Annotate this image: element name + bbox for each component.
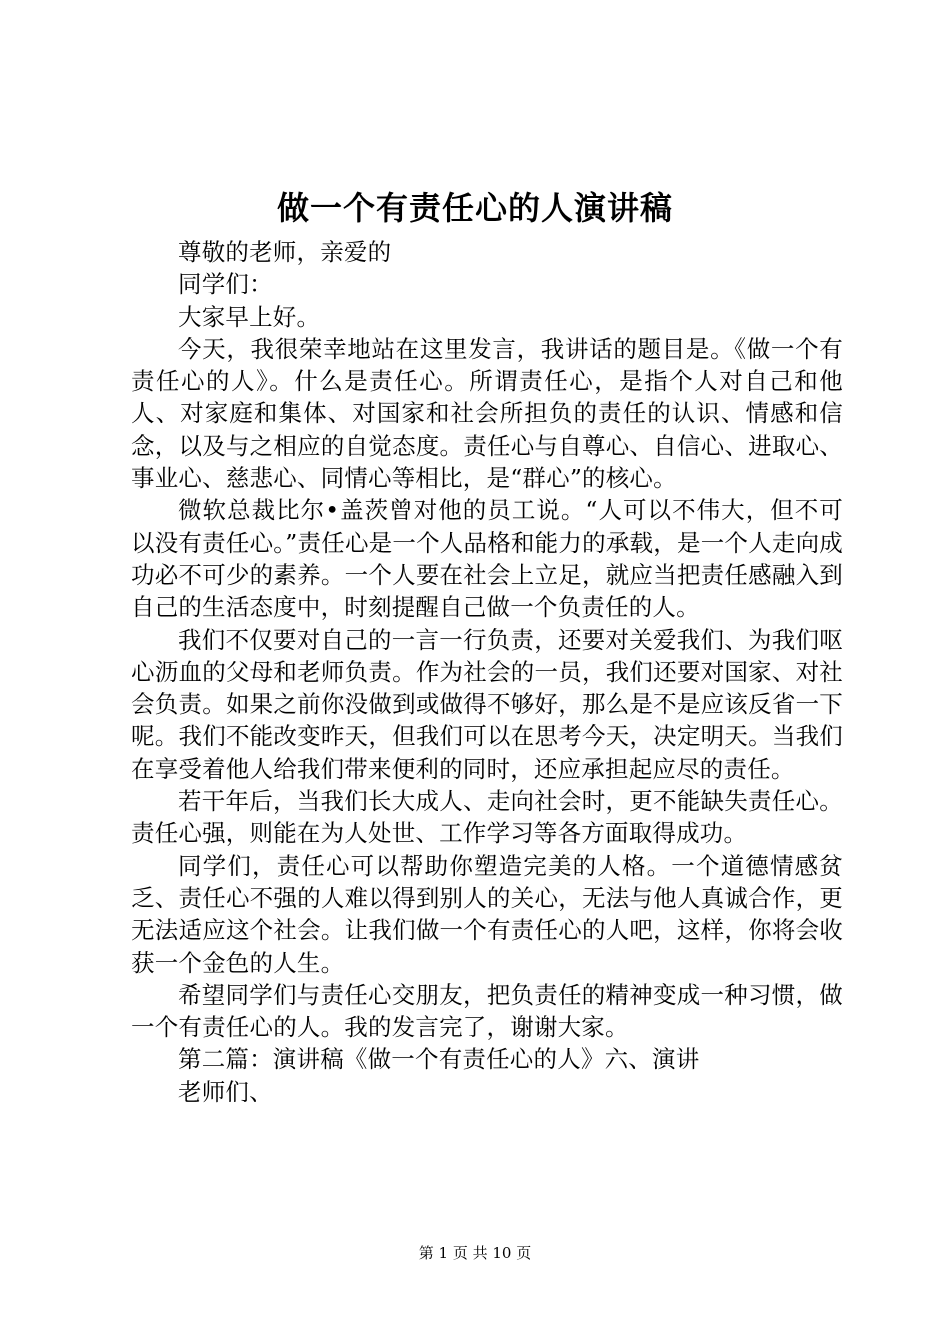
- paragraph-salutation-1: 尊敬的老师，亲爱的: [178, 238, 392, 266]
- document-title: 做一个有责任心的人演讲稿: [276, 189, 673, 227]
- page-number-footer: 第 1 页 共 10 页: [418, 1244, 532, 1262]
- paragraph-greeting: 大家早上好。: [178, 302, 321, 331]
- paragraph-salutation-2: 同学们：: [178, 270, 273, 299]
- paragraph-section-heading: 第二篇：演讲稿《做一个有责任心的人》六、演讲: [178, 1045, 700, 1074]
- paragraph-closing: 希望同学们与责任心交朋友，把负责任的精神变成一种习惯，做一个有责任心的人。我的发言完了，谢谢大家。: [131, 980, 843, 1042]
- paragraph-next-salutation: 老师们、: [178, 1077, 273, 1106]
- paragraph-responsibility: 我们不仅要对自己的一言一行负责，还要对关爱我们、为我们呕心沥血的父母和老师负责。作为社会的一员，我们还要对国家、对社会负责。如果之前你没做到或做得不够好，那么是不是应该反省一下呢。我们不能改变昨天，但我们可以在思考今天，决定明天。当我们在享受着他人给我们带来便利的同时，还应承担起应尽的责任。: [131, 625, 843, 783]
- paragraph-character: 同学们，责任心可以帮助你塑造完美的人格。一个道德情感贫乏、责任心不强的人难以得到别人的关心，无法与他人真诚合作，更无法适应这个社会。让我们做一个有责任心的人吧，这样，你将会收获一个金色的人生。: [131, 851, 843, 977]
- paragraph-quote: 微软总裁比尔•盖茨曾对他的员工说。“人可以不伟大，但不可以没有责任心。”责任心是一个人品格和能力的承载，是一个人走向成功必不可少的素养。一个人要在社会上立足，就应当把责任感融入到自己的生活态度中，时刻提醒自己做一个负责任的人。: [131, 496, 843, 622]
- paragraph-intro: 今天，我很荣幸地站在这里发言，我讲话的题目是。《做一个有责任心的人》。什么是责任心。所谓责任心，是指个人对自己和他人、对家庭和集体、对国家和社会所担负的责任的认识、情感和信念，以及与之相应的自觉态度。责任心与自尊心、自信心、进取心、事业心、慈悲心、同情心等相比，是“群心”的核心。: [131, 334, 843, 493]
- paragraph-future: 若干年后，当我们长大成人、走向社会时，更不能缺失责任心。责任心强，则能在为人处世、工作学习等各方面取得成功。: [131, 787, 843, 848]
- document-body: [131, 236, 843, 1108]
